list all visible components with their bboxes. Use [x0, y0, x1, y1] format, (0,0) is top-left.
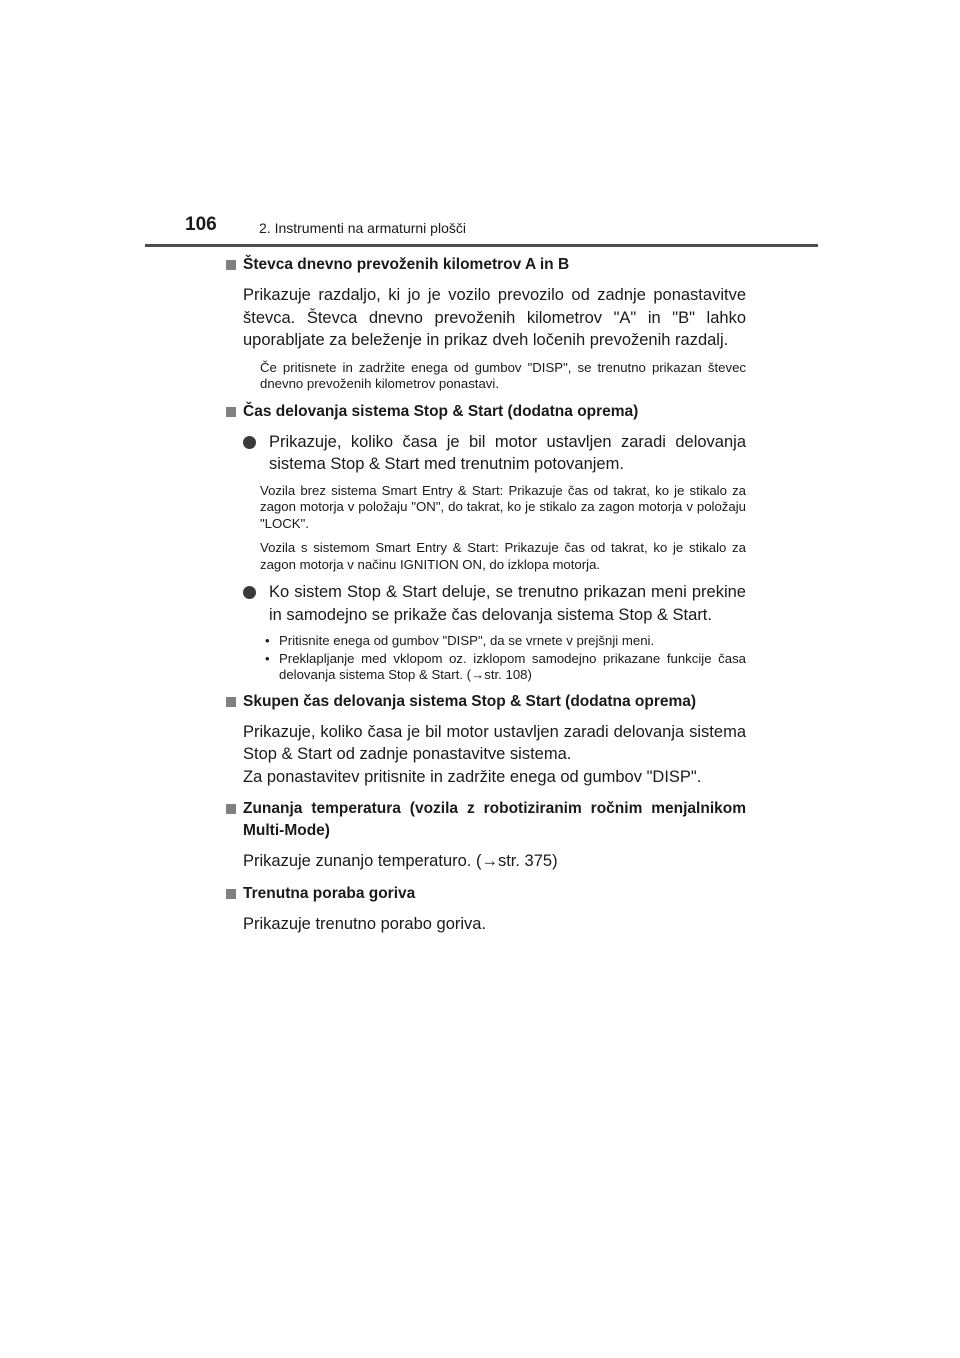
- square-bullet-icon: [226, 889, 236, 899]
- section-note: Če pritisnete in zadržite enega od gumbov "DISP", se trenutno prikazan števec dnevno prevoženih kilometrov ponastavi.: [260, 359, 746, 391]
- page-content: [224, 254, 746, 943]
- section-body: Prikazuje trenutno porabo goriva.: [243, 914, 487, 933]
- section-note: Vozila s sistemom Smart Entry & Start: Prikazuje čas od takrat, ko je stikalo za zagon motorja v načinu IGNITION ON, do izklopa motorja.: [260, 540, 746, 572]
- chapter-title: 2. Instrumenti na armaturni plošči: [259, 220, 466, 236]
- section-heading: Zunanja temperatura (vozila z robotiziranim ročnim menjalnikom Multi-Mode): [224, 798, 746, 842]
- page-header: [185, 214, 820, 248]
- sub-list-item: • Preklapljanje med vklopom oz. izklopom samodejno prikazane funkcije časa delovanja sistema Stop & Start. (→str. 108): [265, 650, 746, 682]
- section-heading: Čas delovanja sistema Stop & Start (dodatna oprema): [224, 401, 746, 423]
- section-heading: Trenutna poraba goriva: [224, 883, 746, 905]
- square-bullet-icon: [226, 697, 236, 707]
- square-bullet-icon: [226, 804, 236, 814]
- section-body: Prikazuje zunanjo temperaturo. (→str. 375): [243, 852, 558, 870]
- section-body: Prikazuje, koliko časa je bil motor ustavljen zaradi delovanja sistema Stop & Start od zadnje ponastavitve sistema. Za ponastavitev pritisnite in zadržite enega od gumbov "DISP".: [243, 722, 746, 786]
- section-heading: Števca dnevno prevoženih kilometrov A in B: [224, 254, 746, 276]
- small-bullet-icon: •: [265, 650, 270, 666]
- section-note: Vozila brez sistema Smart Entry & Start: Prikazuje čas od takrat, ko je stikalo za zagon motorja v položaju "ON", do takrat, ko je stikalo za zagon motorja v položaju "LOCK".: [260, 482, 746, 531]
- list-item: Ko sistem Stop & Start deluje, se trenutno prikazan meni prekine in samodejno se prikaže čas delovanja sistema Stop & Start.: [224, 581, 746, 626]
- header-rule: [145, 244, 818, 247]
- sub-list-item: • Pritisnite enega od gumbov "DISP", da se vrnete v prejšnji meni.: [265, 633, 655, 648]
- square-bullet-icon: [226, 407, 236, 417]
- round-bullet-icon: [243, 436, 256, 449]
- section-heading: Skupen čas delovanja sistema Stop & Start (dodatna oprema): [224, 691, 746, 713]
- small-bullet-icon: •: [265, 633, 270, 648]
- square-bullet-icon: [226, 260, 236, 270]
- round-bullet-icon: [243, 586, 256, 599]
- section-body: Prikazuje razdaljo, ki jo je vozilo prevozilo od zadnje ponastavitve števca. Števca dnevno prevoženih kilometrov "A" in "B" lahko uporabljate za beleženje in prikaz dveh ločenih prevoženih razdalj.: [243, 286, 746, 349]
- list-item: Prikazuje, koliko časa je bil motor ustavljen zaradi delovanja sistema Stop & Start med trenutnim potovanjem.: [224, 431, 746, 476]
- page-number: 106: [185, 214, 217, 235]
